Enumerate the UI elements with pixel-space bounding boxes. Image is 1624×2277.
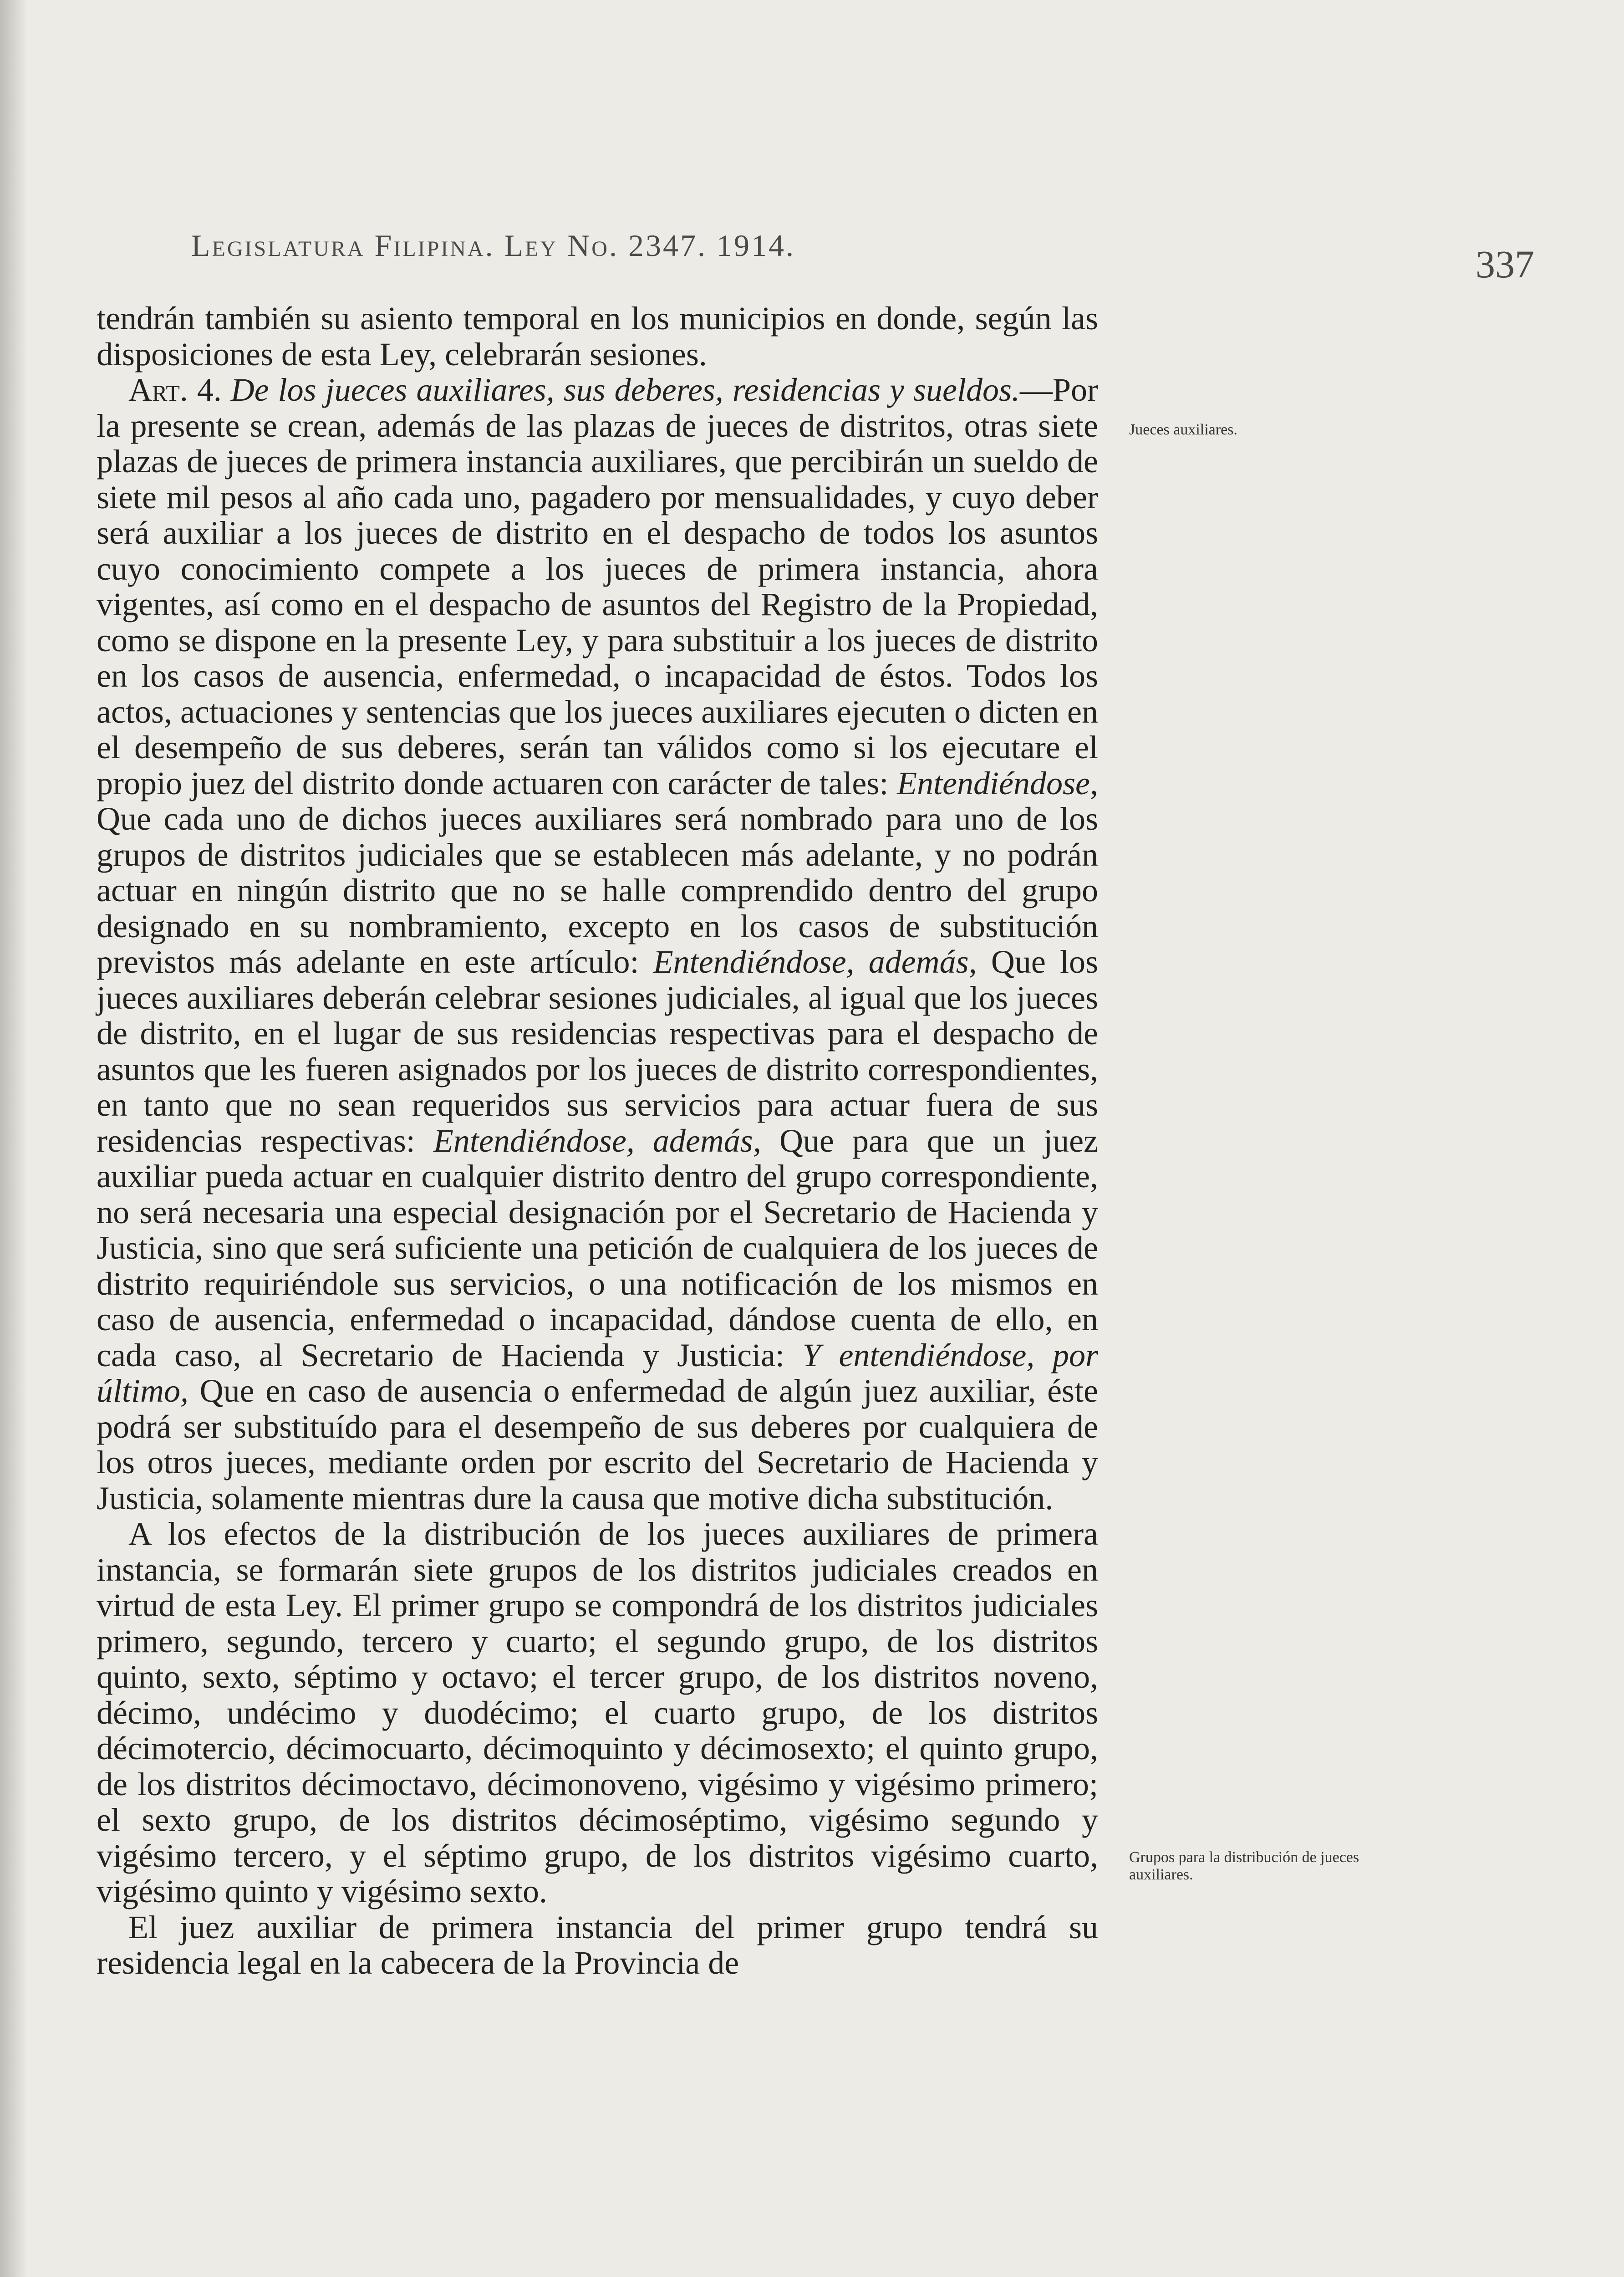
page-number: 337	[1476, 242, 1534, 286]
body-text	[97, 301, 1098, 1981]
article-label: Art. 4.	[128, 372, 222, 408]
article-text-d: Que para que un juez auxiliar pueda actuar en cualquier distrito dentro del grupo correspondiente, no será necesaria una especial designación por el Secretario de Hacienda y Justicia, sino que será suficiente una petición de cualquiera de los jueces de distrito requiriéndole sus servicios, o una notificación de los mismos en caso de ausencia, enfermedad o incapacidad, dándose cuenta de ello, en cada caso, al Secretario de Hacienda y Justicia:	[97, 1122, 1099, 1373]
article-text-a: —Por la presente se crean, además de las plazas de jueces de distritos, otras siete plazas de jueces de primera instancia auxiliares, que percibirán un sueldo de siete mil pesos al año cada uno, pagadero por mensualidades, y cuyo deber será auxiliar a los jueces de distrito en el despacho de todos los asuntos cuyo conocimiento compete a los jueces de primera instancia, ahora vigentes, así como en el despacho de asuntos del Registro de la Propiedad, como se dispone en la presente Ley, y para substituir a los jueces de distrito en los casos de ausencia, enfermedad, o incapacidad de éstos. Todos los actos, actuaciones y sentencias que los jueces auxiliares ejecuten o dicten en el desempeño de sus deberes, serán tan válidos como si los ejecutare el propio juez del distrito donde actuaren con carácter de tales:	[97, 372, 1099, 802]
paragraph-groups: A los efectos de la distribución de los jueces auxiliares de primera instancia, se formarán siete grupos de los distritos judiciales creados en virtud de esta Ley. El primer grupo se compondrá de los distritos judiciales primero, segundo, tercero y cuarto; el segundo grupo, de los distritos quinto, sexto, séptimo y octavo; el tercer grupo, de los distritos noveno, décimo, undécimo y duodécimo; el cuarto grupo, de los distritos décimotercio, décimocuarto, décimoquinto y décimosexto; el quinto grupo, de los distritos décimoctavo, décimonoveno, vigésimo y vigésimo primero; el sexto grupo, de los distritos décimoséptimo, vigésimo segundo y vigésimo tercero, y el séptimo grupo, de los distritos vigésimo cuarto, vigésimo quinto y vigésimo sexto.	[97, 1516, 1098, 1909]
proviso-3: Entendiéndose, además,	[433, 1122, 761, 1159]
page-header	[191, 228, 1534, 291]
paragraph-continuation: tendrán también su asiento temporal en los municipios en donde, según las disposiciones de esta Ley, celebrarán sesiones.	[97, 300, 1098, 373]
article-text-e: Que en caso de ausencia o enfermedad de algún juez auxiliar, éste podrá ser substituído para el desempeño de sus deberes por cualquiera de los otros jueces, mediante orden por escrito del Secretario de Hacienda y Justicia, solamente mientras dure la causa que motive dicha substitución.	[97, 1373, 1099, 1516]
margin-note-jueces-auxiliares: Jueces auxiliares.	[1129, 421, 1237, 438]
margin-note-grupos: Grupos para la distribución de jueces auxiliares.	[1129, 1849, 1359, 1883]
paragraph-article-4	[97, 372, 1098, 1516]
running-head: Legislatura Filipina. Ley No. 2347. 1914.	[191, 228, 795, 263]
article-text-b: Que cada uno de dichos jueces auxiliares será nombrado para uno de los grupos de distritos judiciales que se establecen más adelante, y no podrán actuar en ningún distrito que no se halle comprendido dentro del grupo designado en su nombramiento, excepto en los casos de substitución previstos más adelante en este artículo:	[97, 801, 1098, 980]
article-text-c: Que los jueces auxiliares deberán celebrar sesiones judiciales, al igual que los jueces de distrito, en el lugar de sus residencias respectivas para el despacho de asuntos que les fueren asignados por los jueces de distrito correspondientes, en tanto que no sean requeridos sus servicios para actuar fuera de sus residencias respectivas:	[97, 944, 1098, 1159]
proviso-2: Entendiéndose, además,	[653, 944, 977, 980]
proviso-1: Entendiéndose,	[897, 765, 1098, 802]
page-edge-shadow	[0, 0, 27, 2277]
proviso-4: Y entendiéndose, por último,	[97, 1337, 1098, 1409]
paragraph-residence: El juez auxiliar de primera instancia del primer grupo tendrá su residencia legal en la cabecera de la Provincia de	[97, 1909, 1098, 1981]
article-title: De los jueces auxiliares, sus deberes, residencias y sueldos.	[230, 372, 1020, 408]
